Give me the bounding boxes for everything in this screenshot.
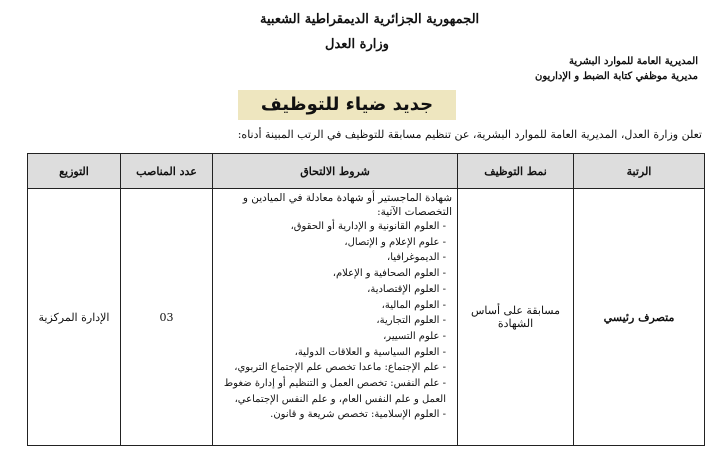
recruitment-table [27,153,705,446]
condition-item: - العلوم القانونية و الإدارية أو الحقوق، [290,221,446,232]
intro-text: تعلن وزارة العدل، المديرية العامة للموارد البشرية، عن تنظيم مسابقة للتوظيف في الرتب المبينة أدناه: [237,128,702,141]
header-rank: الرتبة [574,154,705,189]
cell-mode: مسابقة على أساس الشهادة [458,189,574,446]
header-mode: نمط التوظيف [458,154,574,189]
condition-item: - علوم الإعلام و الإتصال، [344,236,446,248]
condition-item: - العلوم التجارية، [376,315,446,327]
conditions-heading: شهادة الماجستير أو شهادة معادلة في الميادين و التخصصات الآتية: [242,192,452,218]
cell-positions: 03 [121,189,213,446]
table-row [28,189,705,446]
republic-title: الجمهورية الجزائرية الديمقراطية الشعبية [260,12,480,27]
announcement-banner: جديد ضياء للتوظيف [238,90,456,120]
sub-directorate-title: مديرية موظفي كتابة الضبط و الإداريون [535,71,698,82]
ministry-title: وزارة العدل [325,37,389,52]
condition-item: - العلوم السياسية و العلاقات الدولية، [294,346,446,358]
header-conditions: شروط الالتحاق [213,154,458,189]
condition-item: - الديموغرافيا، [387,252,446,264]
cell-distribution: الإدارة المركزية [28,189,121,446]
condition-item: - العلوم الإسلامية: تخصص شريعة و قانون. [270,409,446,421]
condition-item: - علوم التسيير، [383,330,446,342]
cell-conditions [213,189,458,446]
header-distribution: التوزيع [28,154,121,189]
condition-item: - العلوم المالية، [381,299,446,311]
condition-item: - علم الإجتماع: ماعدا تخصص علم الإجتماع التربوي، [234,362,446,374]
cell-rank: متصرف رئيسي [574,189,705,446]
condition-item: - العلوم الصحافية و الإعلام، [332,268,446,280]
table-header-row [28,154,705,189]
condition-item: - علم النفس: تخصص العمل و التنظيم أو إدارة ضغوط العمل و علم النفس العام، و علم النفس الإجتماعي، [223,378,446,405]
condition-item: - العلوم الإقتصادية، [367,283,446,295]
conditions-list [217,219,452,423]
header-positions: عدد المناصب [121,154,213,189]
directorate-title: المديرية العامة للموارد البشرية [569,56,698,67]
